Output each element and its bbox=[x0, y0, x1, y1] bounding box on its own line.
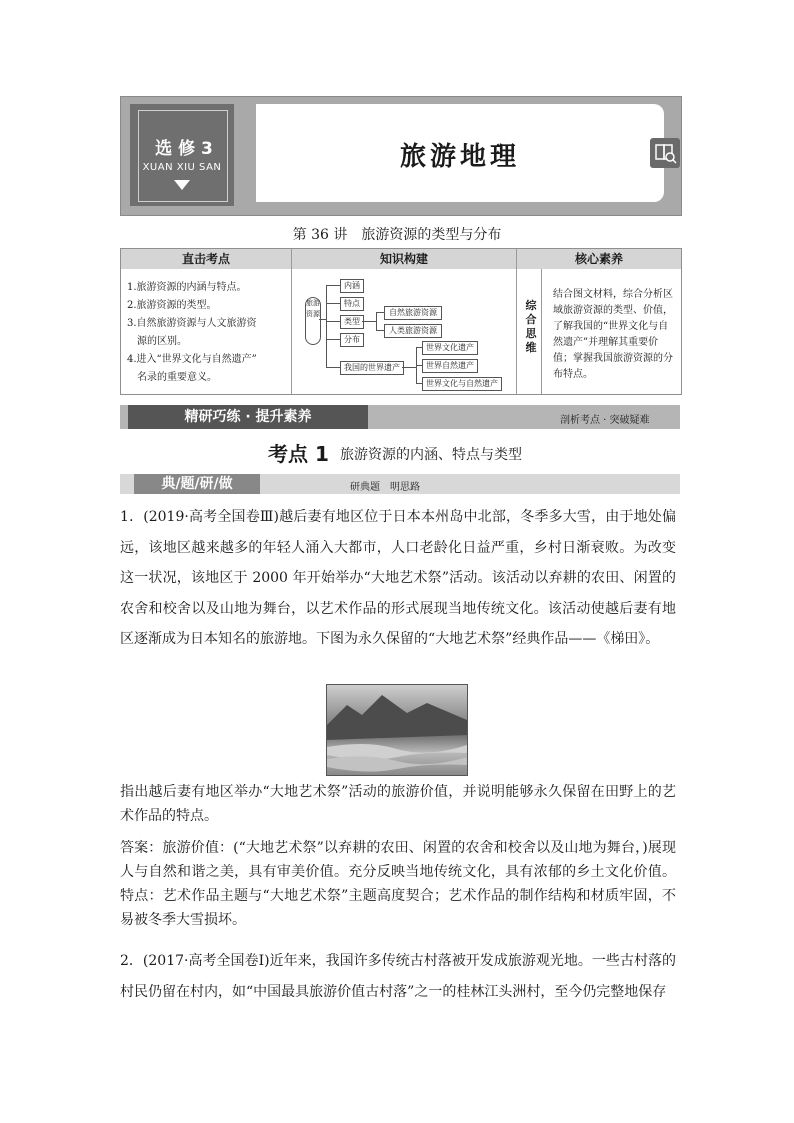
mindmap-node: 世界自然遗产 bbox=[422, 359, 478, 373]
mindmap-node: 类型 bbox=[340, 315, 364, 329]
mindmap-connector bbox=[326, 367, 340, 368]
literacy-label: 综合思维 bbox=[525, 299, 537, 354]
mindmap-connector bbox=[326, 285, 327, 367]
column-divider bbox=[541, 269, 542, 394]
exam-points-list bbox=[127, 279, 287, 387]
terraced-field-photo bbox=[326, 684, 468, 776]
column-divider bbox=[516, 249, 517, 394]
typical-question-label: 典/题/研/做 bbox=[134, 474, 260, 494]
column-header-exam-points: 直击考点 bbox=[121, 249, 291, 269]
lecture-title: 第 36 讲 旅游资源的类型与分布 bbox=[292, 227, 502, 243]
section-title: 精研巧练 · 提升素养 bbox=[128, 405, 368, 429]
mindmap-connector bbox=[362, 321, 376, 322]
list-item: 3.自然旅游资源与人文旅游资 bbox=[127, 318, 257, 329]
column-header-knowledge: 知识构建 bbox=[292, 249, 516, 269]
mindmap-root: 旅游资源 bbox=[305, 297, 321, 345]
question-1-text: 1．(2019·高考全国卷Ⅲ)越后妻有地区位于日本本州岛中北部，冬季多大雪，由于地处偏远，该地区越来越多的年轻人涌入大都市，人口老龄化日益严重，乡村日渐衰败。为改变这一状况，该地区于 2000 年开始举办“大地艺术祭”活动。该活动以弃耕的农田、闲置的农舍和校舍以及山地为舞台，以艺术作品的形式展现当地传统文化。该活动使越后妻有地区逐渐成为日本知名的旅游地。下图为永久保留的“大地艺术祭”经典作品——《梯田》。 bbox=[120, 509, 676, 647]
list-item: 1.旅游资源的内涵与特点。 bbox=[127, 282, 247, 293]
mindmap-connector bbox=[402, 367, 416, 368]
section-banner bbox=[120, 405, 680, 429]
mindmap-node: 自然旅游资源 bbox=[384, 306, 442, 320]
question-1-answer: 答案：旅游价值：(“大地艺术祭”以弃耕的农田、闲置的农舍和校舍以及山地为舞台，)展现人与自然和谐之美，具有审美价值。充分反映当地传统文化，具有浓郁的乡土文化价值。特点：艺术作品主题与“大地艺术祭”主题高度契合；艺术作品的制作结构和材质牢固，不易被冬季大雪损坏。 bbox=[120, 840, 676, 928]
mindmap-connector bbox=[326, 339, 340, 340]
section-subtitle: 剖析考点 · 突破疑难 bbox=[560, 415, 650, 426]
mindmap-connector bbox=[326, 285, 340, 286]
mindmap-node: 分布 bbox=[340, 333, 364, 347]
list-item: 4.进入“世界文化与自然遗产” bbox=[127, 354, 257, 365]
mindmap-connector bbox=[376, 330, 384, 331]
mindmap-node: 世界文化遗产 bbox=[422, 341, 478, 355]
mindmap-connector bbox=[326, 303, 340, 304]
column-divider bbox=[291, 249, 292, 394]
mindmap-node: 特点 bbox=[340, 297, 364, 311]
badge-label: 选 修 3 bbox=[155, 139, 213, 159]
overview-table bbox=[120, 248, 682, 395]
column-header-literacy: 核心素养 bbox=[517, 249, 681, 269]
typical-question-bar bbox=[120, 474, 680, 494]
exam-point-label: 考点 1 bbox=[268, 442, 329, 466]
list-item: 名录的重要意义。 bbox=[127, 372, 217, 383]
mindmap-connector bbox=[319, 319, 326, 320]
literacy-text: 结合图文材料，综合分析区域旅游资源的类型、价值，了解我国的“世界文化与自然遗产”并理解其重要价值；掌握我国旅游资源的分布特点。 bbox=[553, 289, 673, 380]
list-item: 源的区别。 bbox=[127, 336, 187, 347]
exam-point-topic: 旅游资源的内涵、特点与类型 bbox=[340, 447, 522, 463]
mindmap-node: 内涵 bbox=[340, 279, 364, 293]
badge-pinyin: XUAN XIU SAN bbox=[142, 162, 222, 173]
typical-question-subtitle: 研典题 明思路 bbox=[350, 482, 420, 493]
mindmap-node: 我国的世界遗产 bbox=[340, 361, 404, 375]
mindmap-connector bbox=[376, 312, 384, 313]
title-box bbox=[256, 104, 664, 202]
chapter-title: 旅游地理 bbox=[399, 142, 520, 172]
mindmap-node: 世界文化与自然遗产 bbox=[422, 377, 502, 391]
book-search-icon bbox=[650, 138, 680, 168]
question-2-text: 2．(2017·高考全国卷Ⅰ)近年来，我国许多传统古村落被开发成旅游观光地。一些古村落的村民仍留在村内，如“中国最具旅游价值古村落”之一的桂林江头洲村，至今仍完整地保存 bbox=[120, 953, 676, 1000]
mindmap-node: 人类旅游资源 bbox=[384, 324, 442, 338]
mindmap-connector bbox=[326, 321, 340, 322]
elective-badge bbox=[130, 104, 234, 206]
question-1-prompt: 指出越后妻有地区举办“大地艺术祭”活动的旅游价值，并说明能够永久保留在田野上的艺术作品的特点。 bbox=[120, 784, 676, 824]
mindmap-connector bbox=[376, 312, 377, 331]
list-item: 2.旅游资源的类型。 bbox=[127, 300, 217, 311]
triangle-down-icon bbox=[174, 180, 190, 190]
